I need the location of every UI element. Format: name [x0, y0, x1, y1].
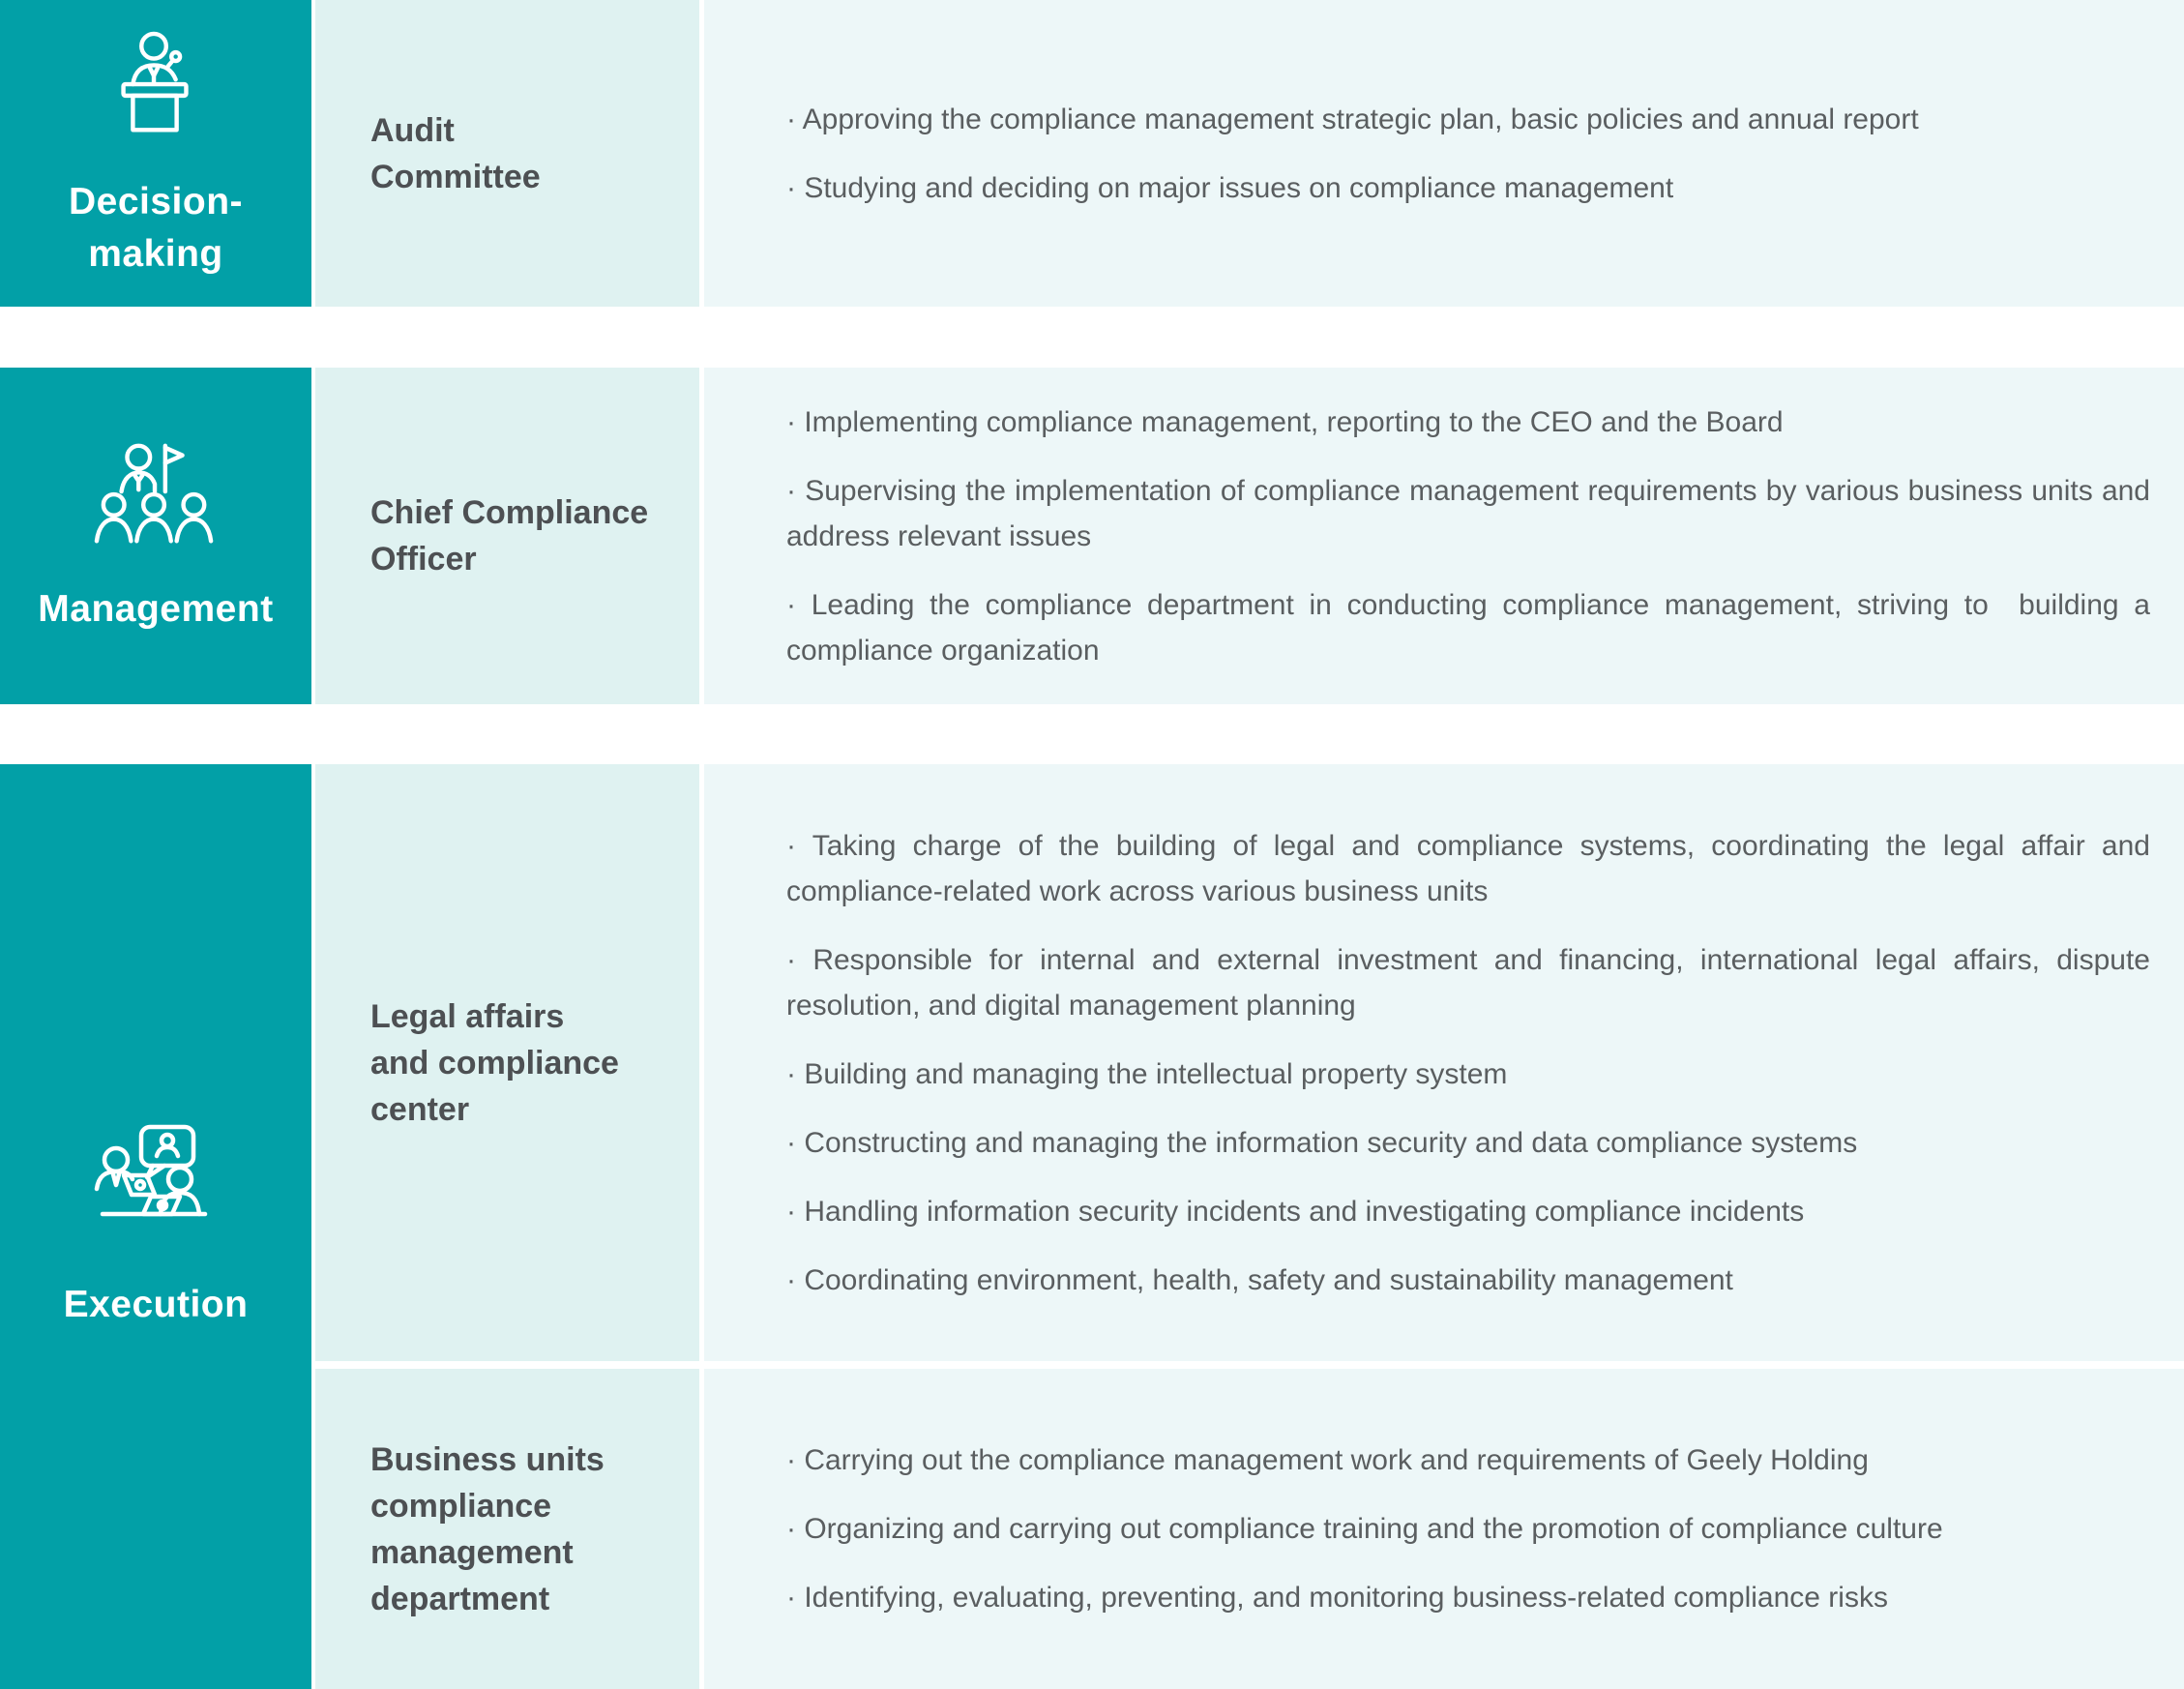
dept-label-line: Officer [370, 541, 477, 578]
row-sections [315, 764, 2184, 1689]
section-chief-compliance-officer [315, 368, 2184, 704]
section-audit-committee [315, 0, 2184, 307]
dept-cell-audit-committee [315, 0, 699, 307]
stage-label [69, 176, 243, 281]
stage-label-line: Execution [63, 1283, 249, 1325]
row-divider [0, 704, 2184, 764]
stage-label [38, 583, 273, 636]
bullets-cell [704, 1369, 2184, 1689]
stage-label [64, 1279, 249, 1331]
podium-speaker-icon [99, 27, 213, 151]
bullet-item: · Studying and deciding on major issues on compliance management [786, 171, 1674, 204]
row-management [0, 368, 2184, 704]
dept-label-line: management [370, 1533, 574, 1571]
dept-label-line: Legal affairs [370, 997, 565, 1035]
bullet-item: · Leading the compliance department in conducting compliance management, striving to building a compliance organization [786, 588, 2159, 667]
bullet-item: · Identifying, evaluating, preventing, and monitoring business-related compliance risks [786, 1582, 1888, 1614]
dept-label-line: compliance [370, 1487, 552, 1525]
stage-cell-execution [0, 764, 311, 1689]
section-divider [315, 1361, 2184, 1369]
dept-label-line: Committee [370, 158, 541, 195]
bullet-item: · Taking charge of the building of legal and compliance systems, coordinating the legal affair and compliance-related work across various business units [786, 829, 2159, 907]
row-divider [0, 307, 2184, 368]
bullet-item: · Approving the compliance management strategic plan, basic policies and annual report [786, 103, 1919, 135]
bullet-item: · Responsible for internal and external investment and financing, international legal affairs, dispute resolution, and digital management planning [786, 943, 2159, 1022]
dept-label-line: Chief Compliance [370, 494, 649, 531]
row-sections [315, 368, 2184, 704]
section-business-units-compliance-department [315, 1369, 2184, 1689]
bullet-item: · Constructing and managing the information security and data compliance systems [786, 1126, 1858, 1159]
team-leader-flag-icon [89, 436, 222, 558]
dept-label-line: and compliance [370, 1044, 619, 1082]
bullet-item: · Implementing compliance management, reporting to the CEO and the Board [786, 405, 1784, 438]
dept-cell-legal-affairs-compliance-center [315, 764, 699, 1361]
bullets-cell [704, 0, 2184, 307]
bullets-cell [704, 368, 2184, 704]
bullets-cell [704, 764, 2184, 1361]
row-sections [315, 0, 2184, 307]
dept-label-line: Business units [370, 1440, 605, 1478]
stage-cell-management [0, 368, 311, 704]
discussion-collaboration-icon [83, 1123, 228, 1254]
dept-label-line: Audit [370, 111, 455, 149]
row-decision-making [0, 0, 2184, 307]
stage-label-line: Decision- [68, 180, 244, 222]
bullet-item: · Supervising the implementation of compliance management requirements by various business units and address relevant issues [786, 474, 2159, 552]
bullet-item: · Handling information security incidents and investigating compliance incidents [786, 1195, 1805, 1228]
dept-label-line: department [370, 1580, 550, 1617]
bullet-item: · Carrying out the compliance management work and requirements of Geely Holding [786, 1444, 1869, 1476]
bullet-item: · Organizing and carrying out compliance training and the promotion of compliance culture [786, 1513, 1943, 1545]
section-legal-affairs-compliance-center [315, 764, 2184, 1361]
stage-label-line: Management [38, 588, 274, 630]
stage-cell-decision-making [0, 0, 311, 307]
row-execution [0, 764, 2184, 1689]
bullet-item: · Building and managing the intellectual property system [786, 1057, 1508, 1090]
bullet-item: · Coordinating environment, health, safety and sustainability management [786, 1263, 1733, 1296]
dept-cell-business-units-compliance-department [315, 1369, 699, 1689]
dept-cell-chief-compliance-officer [315, 368, 699, 704]
dept-label-line: center [370, 1090, 470, 1128]
stage-label-line: making [88, 232, 223, 275]
